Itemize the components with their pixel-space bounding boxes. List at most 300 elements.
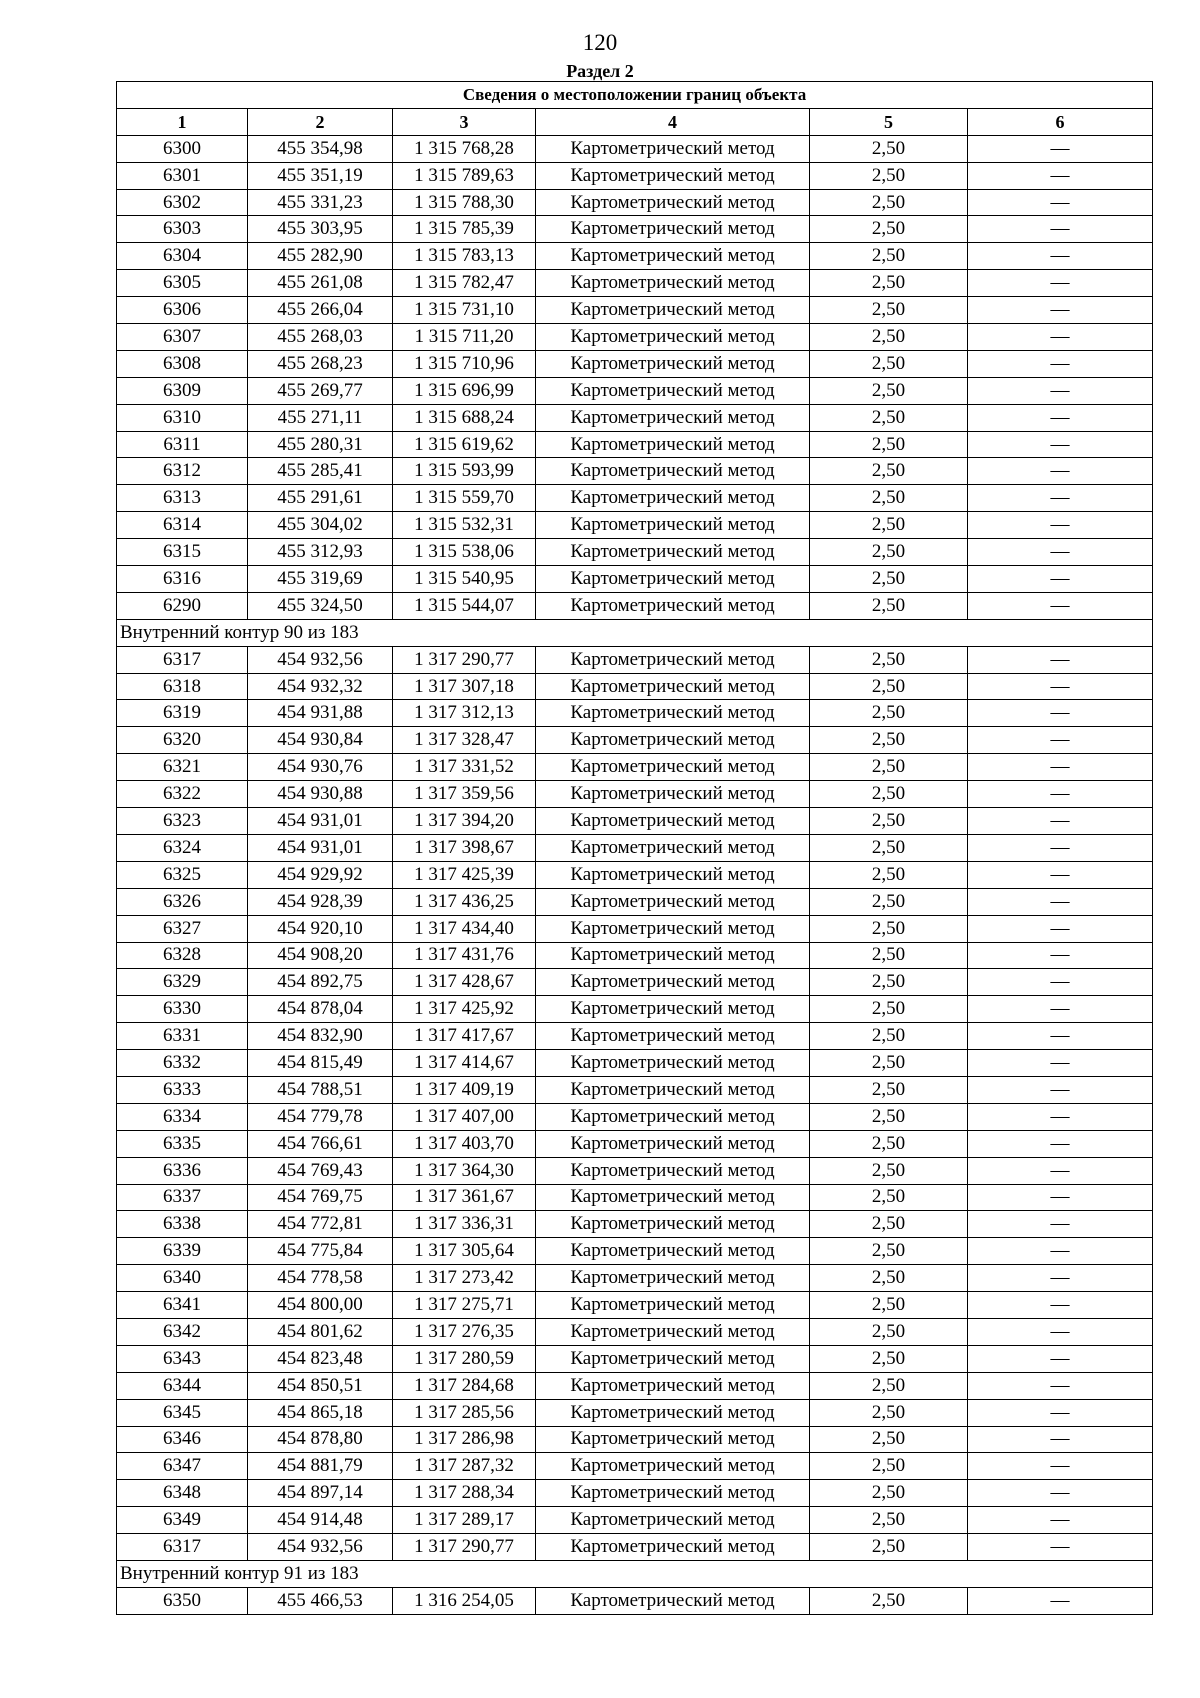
y-coordinate-cell: 1 315 696,99 <box>393 377 536 404</box>
x-coordinate-cell: 454 930,76 <box>248 754 393 781</box>
table-row <box>117 1292 1153 1319</box>
table-row <box>117 1480 1153 1507</box>
description-cell: — <box>968 942 1153 969</box>
accuracy-cell: 2,50 <box>810 1184 968 1211</box>
accuracy-cell: 2,50 <box>810 404 968 431</box>
y-coordinate-cell: 1 317 359,56 <box>393 781 536 808</box>
y-coordinate-cell: 1 317 425,92 <box>393 996 536 1023</box>
y-coordinate-cell: 1 315 619,62 <box>393 431 536 458</box>
y-coordinate-cell: 1 317 280,59 <box>393 1345 536 1372</box>
method-cell: Картометрический метод <box>536 1507 810 1534</box>
accuracy-cell: 2,50 <box>810 243 968 270</box>
point-number-cell: 6350 <box>117 1587 248 1614</box>
description-cell: — <box>968 1211 1153 1238</box>
table-row <box>117 135 1153 162</box>
description-cell: — <box>968 458 1153 485</box>
y-coordinate-cell: 1 315 785,39 <box>393 216 536 243</box>
column-header: 5 <box>810 108 968 135</box>
method-cell: Картометрический метод <box>536 1318 810 1345</box>
table-row <box>117 781 1153 808</box>
y-coordinate-cell: 1 315 532,31 <box>393 512 536 539</box>
description-cell: — <box>968 1023 1153 1050</box>
description-cell: — <box>968 539 1153 566</box>
table-row <box>117 162 1153 189</box>
method-cell: Картометрический метод <box>536 216 810 243</box>
method-cell: Картометрический метод <box>536 1399 810 1426</box>
y-coordinate-cell: 1 317 403,70 <box>393 1130 536 1157</box>
method-cell: Картометрический метод <box>536 404 810 431</box>
y-coordinate-cell: 1 315 768,28 <box>393 135 536 162</box>
accuracy-cell: 2,50 <box>810 377 968 404</box>
method-cell: Картометрический метод <box>536 566 810 593</box>
table-row <box>117 431 1153 458</box>
description-cell: — <box>968 566 1153 593</box>
x-coordinate-cell: 455 282,90 <box>248 243 393 270</box>
table-row <box>117 673 1153 700</box>
table-row <box>117 700 1153 727</box>
y-coordinate-cell: 1 317 364,30 <box>393 1157 536 1184</box>
point-number-cell: 6318 <box>117 673 248 700</box>
point-number-cell: 6335 <box>117 1130 248 1157</box>
y-coordinate-cell: 1 315 711,20 <box>393 324 536 351</box>
accuracy-cell: 2,50 <box>810 1587 968 1614</box>
contour-row <box>117 1560 1153 1587</box>
description-cell: — <box>968 1157 1153 1184</box>
method-cell: Картометрический метод <box>536 189 810 216</box>
x-coordinate-cell: 454 772,81 <box>248 1211 393 1238</box>
x-coordinate-cell: 455 268,03 <box>248 324 393 351</box>
accuracy-cell: 2,50 <box>810 539 968 566</box>
method-cell: Картометрический метод <box>536 915 810 942</box>
accuracy-cell: 2,50 <box>810 324 968 351</box>
point-number-cell: 6317 <box>117 646 248 673</box>
x-coordinate-cell: 455 285,41 <box>248 458 393 485</box>
description-cell: — <box>968 754 1153 781</box>
table-row <box>117 539 1153 566</box>
method-cell: Картометрический метод <box>536 727 810 754</box>
method-cell: Картометрический метод <box>536 135 810 162</box>
method-cell: Картометрический метод <box>536 1238 810 1265</box>
table-row <box>117 1103 1153 1130</box>
table-row <box>117 1587 1153 1614</box>
point-number-cell: 6338 <box>117 1211 248 1238</box>
contour-label: Внутренний контур 91 из 183 <box>117 1560 1153 1587</box>
method-cell: Картометрический метод <box>536 297 810 324</box>
description-cell: — <box>968 861 1153 888</box>
y-coordinate-cell: 1 317 428,67 <box>393 969 536 996</box>
column-header: 1 <box>117 108 248 135</box>
accuracy-cell: 2,50 <box>810 1372 968 1399</box>
description-cell: — <box>968 216 1153 243</box>
x-coordinate-cell: 455 268,23 <box>248 350 393 377</box>
x-coordinate-cell: 455 291,61 <box>248 485 393 512</box>
y-coordinate-cell: 1 315 731,10 <box>393 297 536 324</box>
accuracy-cell: 2,50 <box>810 1238 968 1265</box>
accuracy-cell: 2,50 <box>810 592 968 619</box>
point-number-cell: 6330 <box>117 996 248 1023</box>
x-coordinate-cell: 454 928,39 <box>248 888 393 915</box>
description-cell: — <box>968 1534 1153 1561</box>
accuracy-cell: 2,50 <box>810 350 968 377</box>
description-cell: — <box>968 1050 1153 1077</box>
accuracy-cell: 2,50 <box>810 1399 968 1426</box>
point-number-cell: 6342 <box>117 1318 248 1345</box>
accuracy-cell: 2,50 <box>810 1265 968 1292</box>
description-cell: — <box>968 969 1153 996</box>
y-coordinate-cell: 1 315 788,30 <box>393 189 536 216</box>
table-row <box>117 1399 1153 1426</box>
point-number-cell: 6316 <box>117 566 248 593</box>
y-coordinate-cell: 1 317 288,34 <box>393 1480 536 1507</box>
accuracy-cell: 2,50 <box>810 646 968 673</box>
table-row <box>117 270 1153 297</box>
point-number-cell: 6333 <box>117 1076 248 1103</box>
method-cell: Картометрический метод <box>536 1050 810 1077</box>
description-cell: — <box>968 781 1153 808</box>
x-coordinate-cell: 455 331,23 <box>248 189 393 216</box>
point-number-cell: 6328 <box>117 942 248 969</box>
accuracy-cell: 2,50 <box>810 1023 968 1050</box>
x-coordinate-cell: 455 303,95 <box>248 216 393 243</box>
contour-row <box>117 619 1153 646</box>
table-row <box>117 324 1153 351</box>
method-cell: Картометрический метод <box>536 1130 810 1157</box>
point-number-cell: 6329 <box>117 969 248 996</box>
accuracy-cell: 2,50 <box>810 834 968 861</box>
x-coordinate-cell: 454 788,51 <box>248 1076 393 1103</box>
accuracy-cell: 2,50 <box>810 996 968 1023</box>
method-cell: Картометрический метод <box>536 350 810 377</box>
table-row <box>117 1076 1153 1103</box>
method-cell: Картометрический метод <box>536 270 810 297</box>
accuracy-cell: 2,50 <box>810 512 968 539</box>
y-coordinate-cell: 1 315 710,96 <box>393 350 536 377</box>
y-coordinate-cell: 1 317 290,77 <box>393 646 536 673</box>
table-row <box>117 969 1153 996</box>
accuracy-cell: 2,50 <box>810 1345 968 1372</box>
description-cell: — <box>968 1372 1153 1399</box>
x-coordinate-cell: 454 769,75 <box>248 1184 393 1211</box>
table-header-row <box>117 108 1153 135</box>
point-number-cell: 6345 <box>117 1399 248 1426</box>
table-row <box>117 646 1153 673</box>
accuracy-cell: 2,50 <box>810 754 968 781</box>
y-coordinate-cell: 1 317 409,19 <box>393 1076 536 1103</box>
x-coordinate-cell: 454 897,14 <box>248 1480 393 1507</box>
method-cell: Картометрический метод <box>536 458 810 485</box>
description-cell: — <box>968 673 1153 700</box>
point-number-cell: 6347 <box>117 1453 248 1480</box>
x-coordinate-cell: 454 931,88 <box>248 700 393 727</box>
description-cell: — <box>968 1318 1153 1345</box>
description-cell: — <box>968 996 1153 1023</box>
description-cell: — <box>968 404 1153 431</box>
x-coordinate-cell: 454 801,62 <box>248 1318 393 1345</box>
y-coordinate-cell: 1 317 273,42 <box>393 1265 536 1292</box>
table-row <box>117 942 1153 969</box>
description-cell: — <box>968 297 1153 324</box>
point-number-cell: 6332 <box>117 1050 248 1077</box>
table-row <box>117 754 1153 781</box>
description-cell: — <box>968 350 1153 377</box>
y-coordinate-cell: 1 317 275,71 <box>393 1292 536 1319</box>
description-cell: — <box>968 377 1153 404</box>
method-cell: Картометрический метод <box>536 431 810 458</box>
x-coordinate-cell: 454 878,04 <box>248 996 393 1023</box>
y-coordinate-cell: 1 317 286,98 <box>393 1426 536 1453</box>
x-coordinate-cell: 454 823,48 <box>248 1345 393 1372</box>
method-cell: Картометрический метод <box>536 592 810 619</box>
method-cell: Картометрический метод <box>536 1265 810 1292</box>
point-number-cell: 6302 <box>117 189 248 216</box>
y-coordinate-cell: 1 315 789,63 <box>393 162 536 189</box>
table-row <box>117 727 1153 754</box>
column-header: 6 <box>968 108 1153 135</box>
description-cell: — <box>968 1238 1153 1265</box>
point-number-cell: 6307 <box>117 324 248 351</box>
accuracy-cell: 2,50 <box>810 1292 968 1319</box>
y-coordinate-cell: 1 317 336,31 <box>393 1211 536 1238</box>
point-number-cell: 6305 <box>117 270 248 297</box>
point-number-cell: 6339 <box>117 1238 248 1265</box>
x-coordinate-cell: 454 932,56 <box>248 646 393 673</box>
accuracy-cell: 2,50 <box>810 216 968 243</box>
method-cell: Картометрический метод <box>536 834 810 861</box>
table-row <box>117 512 1153 539</box>
table-row <box>117 1426 1153 1453</box>
description-cell: — <box>968 1265 1153 1292</box>
method-cell: Картометрический метод <box>536 1292 810 1319</box>
point-number-cell: 6343 <box>117 1345 248 1372</box>
accuracy-cell: 2,50 <box>810 781 968 808</box>
table-row <box>117 297 1153 324</box>
accuracy-cell: 2,50 <box>810 727 968 754</box>
y-coordinate-cell: 1 317 361,67 <box>393 1184 536 1211</box>
description-cell: — <box>968 592 1153 619</box>
table-row <box>117 1184 1153 1211</box>
accuracy-cell: 2,50 <box>810 1534 968 1561</box>
y-coordinate-cell: 1 315 782,47 <box>393 270 536 297</box>
y-coordinate-cell: 1 317 305,64 <box>393 1238 536 1265</box>
description-cell: — <box>968 888 1153 915</box>
description-cell: — <box>968 1103 1153 1130</box>
y-coordinate-cell: 1 317 331,52 <box>393 754 536 781</box>
x-coordinate-cell: 454 779,78 <box>248 1103 393 1130</box>
method-cell: Картометрический метод <box>536 1534 810 1561</box>
x-coordinate-cell: 454 769,43 <box>248 1157 393 1184</box>
method-cell: Картометрический метод <box>536 1211 810 1238</box>
accuracy-cell: 2,50 <box>810 1426 968 1453</box>
y-coordinate-cell: 1 317 425,39 <box>393 861 536 888</box>
description-cell: — <box>968 700 1153 727</box>
accuracy-cell: 2,50 <box>810 1507 968 1534</box>
accuracy-cell: 2,50 <box>810 700 968 727</box>
point-number-cell: 6304 <box>117 243 248 270</box>
description-cell: — <box>968 646 1153 673</box>
table-row <box>117 216 1153 243</box>
accuracy-cell: 2,50 <box>810 189 968 216</box>
y-coordinate-cell: 1 317 398,67 <box>393 834 536 861</box>
x-coordinate-cell: 454 932,32 <box>248 673 393 700</box>
accuracy-cell: 2,50 <box>810 1211 968 1238</box>
x-coordinate-cell: 455 354,98 <box>248 135 393 162</box>
description-cell: — <box>968 727 1153 754</box>
accuracy-cell: 2,50 <box>810 297 968 324</box>
table-row <box>117 996 1153 1023</box>
x-coordinate-cell: 454 914,48 <box>248 1507 393 1534</box>
section-title: Раздел 2 <box>566 61 634 81</box>
y-coordinate-cell: 1 315 559,70 <box>393 485 536 512</box>
table-row <box>117 861 1153 888</box>
description-cell: — <box>968 1345 1153 1372</box>
method-cell: Картометрический метод <box>536 969 810 996</box>
column-header: 2 <box>248 108 393 135</box>
x-coordinate-cell: 454 832,90 <box>248 1023 393 1050</box>
y-coordinate-cell: 1 317 394,20 <box>393 808 536 835</box>
point-number-cell: 6348 <box>117 1480 248 1507</box>
point-number-cell: 6314 <box>117 512 248 539</box>
accuracy-cell: 2,50 <box>810 431 968 458</box>
point-number-cell: 6326 <box>117 888 248 915</box>
table-row <box>117 1211 1153 1238</box>
point-number-cell: 6336 <box>117 1157 248 1184</box>
y-coordinate-cell: 1 317 436,25 <box>393 888 536 915</box>
y-coordinate-cell: 1 315 783,13 <box>393 243 536 270</box>
x-coordinate-cell: 454 815,49 <box>248 1050 393 1077</box>
method-cell: Картометрический метод <box>536 781 810 808</box>
x-coordinate-cell: 455 269,77 <box>248 377 393 404</box>
description-cell: — <box>968 1507 1153 1534</box>
table-row <box>117 1534 1153 1561</box>
point-number-cell: 6311 <box>117 431 248 458</box>
point-number-cell: 6300 <box>117 135 248 162</box>
table-row <box>117 458 1153 485</box>
table-row <box>117 1318 1153 1345</box>
x-coordinate-cell: 454 865,18 <box>248 1399 393 1426</box>
method-cell: Картометрический метод <box>536 1372 810 1399</box>
table-row <box>117 1507 1153 1534</box>
table-row <box>117 834 1153 861</box>
method-cell: Картометрический метод <box>536 512 810 539</box>
table-row <box>117 404 1153 431</box>
accuracy-cell: 2,50 <box>810 942 968 969</box>
y-coordinate-cell: 1 317 312,13 <box>393 700 536 727</box>
point-number-cell: 6312 <box>117 458 248 485</box>
x-coordinate-cell: 455 261,08 <box>248 270 393 297</box>
y-coordinate-cell: 1 315 593,99 <box>393 458 536 485</box>
method-cell: Картометрический метод <box>536 539 810 566</box>
method-cell: Картометрический метод <box>536 1023 810 1050</box>
point-number-cell: 6301 <box>117 162 248 189</box>
table-row <box>117 485 1153 512</box>
description-cell: — <box>968 1426 1153 1453</box>
point-number-cell: 6313 <box>117 485 248 512</box>
method-cell: Картометрический метод <box>536 754 810 781</box>
accuracy-cell: 2,50 <box>810 162 968 189</box>
x-coordinate-cell: 455 324,50 <box>248 592 393 619</box>
x-coordinate-cell: 455 312,93 <box>248 539 393 566</box>
y-coordinate-cell: 1 317 414,67 <box>393 1050 536 1077</box>
y-coordinate-cell: 1 317 407,00 <box>393 1103 536 1130</box>
x-coordinate-cell: 454 931,01 <box>248 808 393 835</box>
table-row <box>117 1050 1153 1077</box>
point-number-cell: 6320 <box>117 727 248 754</box>
y-coordinate-cell: 1 317 285,56 <box>393 1399 536 1426</box>
accuracy-cell: 2,50 <box>810 458 968 485</box>
method-cell: Картометрический метод <box>536 162 810 189</box>
point-number-cell: 6340 <box>117 1265 248 1292</box>
method-cell: Картометрический метод <box>536 1184 810 1211</box>
accuracy-cell: 2,50 <box>810 1076 968 1103</box>
method-cell: Картометрический метод <box>536 996 810 1023</box>
accuracy-cell: 2,50 <box>810 1453 968 1480</box>
accuracy-cell: 2,50 <box>810 1103 968 1130</box>
accuracy-cell: 2,50 <box>810 1130 968 1157</box>
method-cell: Картометрический метод <box>536 377 810 404</box>
description-cell: — <box>968 243 1153 270</box>
description-cell: — <box>968 162 1153 189</box>
y-coordinate-cell: 1 317 289,17 <box>393 1507 536 1534</box>
point-number-cell: 6344 <box>117 1372 248 1399</box>
description-cell: — <box>968 1076 1153 1103</box>
table-row <box>117 592 1153 619</box>
point-number-cell: 6315 <box>117 539 248 566</box>
table-row <box>117 350 1153 377</box>
x-coordinate-cell: 455 319,69 <box>248 566 393 593</box>
point-number-cell: 6290 <box>117 592 248 619</box>
table-row <box>117 1130 1153 1157</box>
method-cell: Картометрический метод <box>536 485 810 512</box>
x-coordinate-cell: 454 920,10 <box>248 915 393 942</box>
method-cell: Картометрический метод <box>536 1345 810 1372</box>
description-cell: — <box>968 1130 1153 1157</box>
x-coordinate-cell: 454 800,00 <box>248 1292 393 1319</box>
y-coordinate-cell: 1 317 287,32 <box>393 1453 536 1480</box>
point-number-cell: 6303 <box>117 216 248 243</box>
accuracy-cell: 2,50 <box>810 485 968 512</box>
y-coordinate-cell: 1 315 544,07 <box>393 592 536 619</box>
point-number-cell: 6325 <box>117 861 248 888</box>
description-cell: — <box>968 1453 1153 1480</box>
point-number-cell: 6323 <box>117 808 248 835</box>
description-cell: — <box>968 189 1153 216</box>
point-number-cell: 6327 <box>117 915 248 942</box>
x-coordinate-cell: 454 932,56 <box>248 1534 393 1561</box>
accuracy-cell: 2,50 <box>810 888 968 915</box>
point-number-cell: 6322 <box>117 781 248 808</box>
table-row <box>117 808 1153 835</box>
accuracy-cell: 2,50 <box>810 808 968 835</box>
table-row <box>117 1453 1153 1480</box>
y-coordinate-cell: 1 317 276,35 <box>393 1318 536 1345</box>
description-cell: — <box>968 135 1153 162</box>
table-row <box>117 566 1153 593</box>
table-row <box>117 1345 1153 1372</box>
accuracy-cell: 2,50 <box>810 1050 968 1077</box>
description-cell: — <box>968 431 1153 458</box>
description-cell: — <box>968 1292 1153 1319</box>
method-cell: Картометрический метод <box>536 700 810 727</box>
accuracy-cell: 2,50 <box>810 1157 968 1184</box>
description-cell: — <box>968 270 1153 297</box>
x-coordinate-cell: 455 466,53 <box>248 1587 393 1614</box>
point-number-cell: 6337 <box>117 1184 248 1211</box>
x-coordinate-cell: 454 929,92 <box>248 861 393 888</box>
page-number: 120 <box>582 30 618 55</box>
x-coordinate-cell: 454 766,61 <box>248 1130 393 1157</box>
table-row <box>117 1023 1153 1050</box>
point-number-cell: 6319 <box>117 700 248 727</box>
